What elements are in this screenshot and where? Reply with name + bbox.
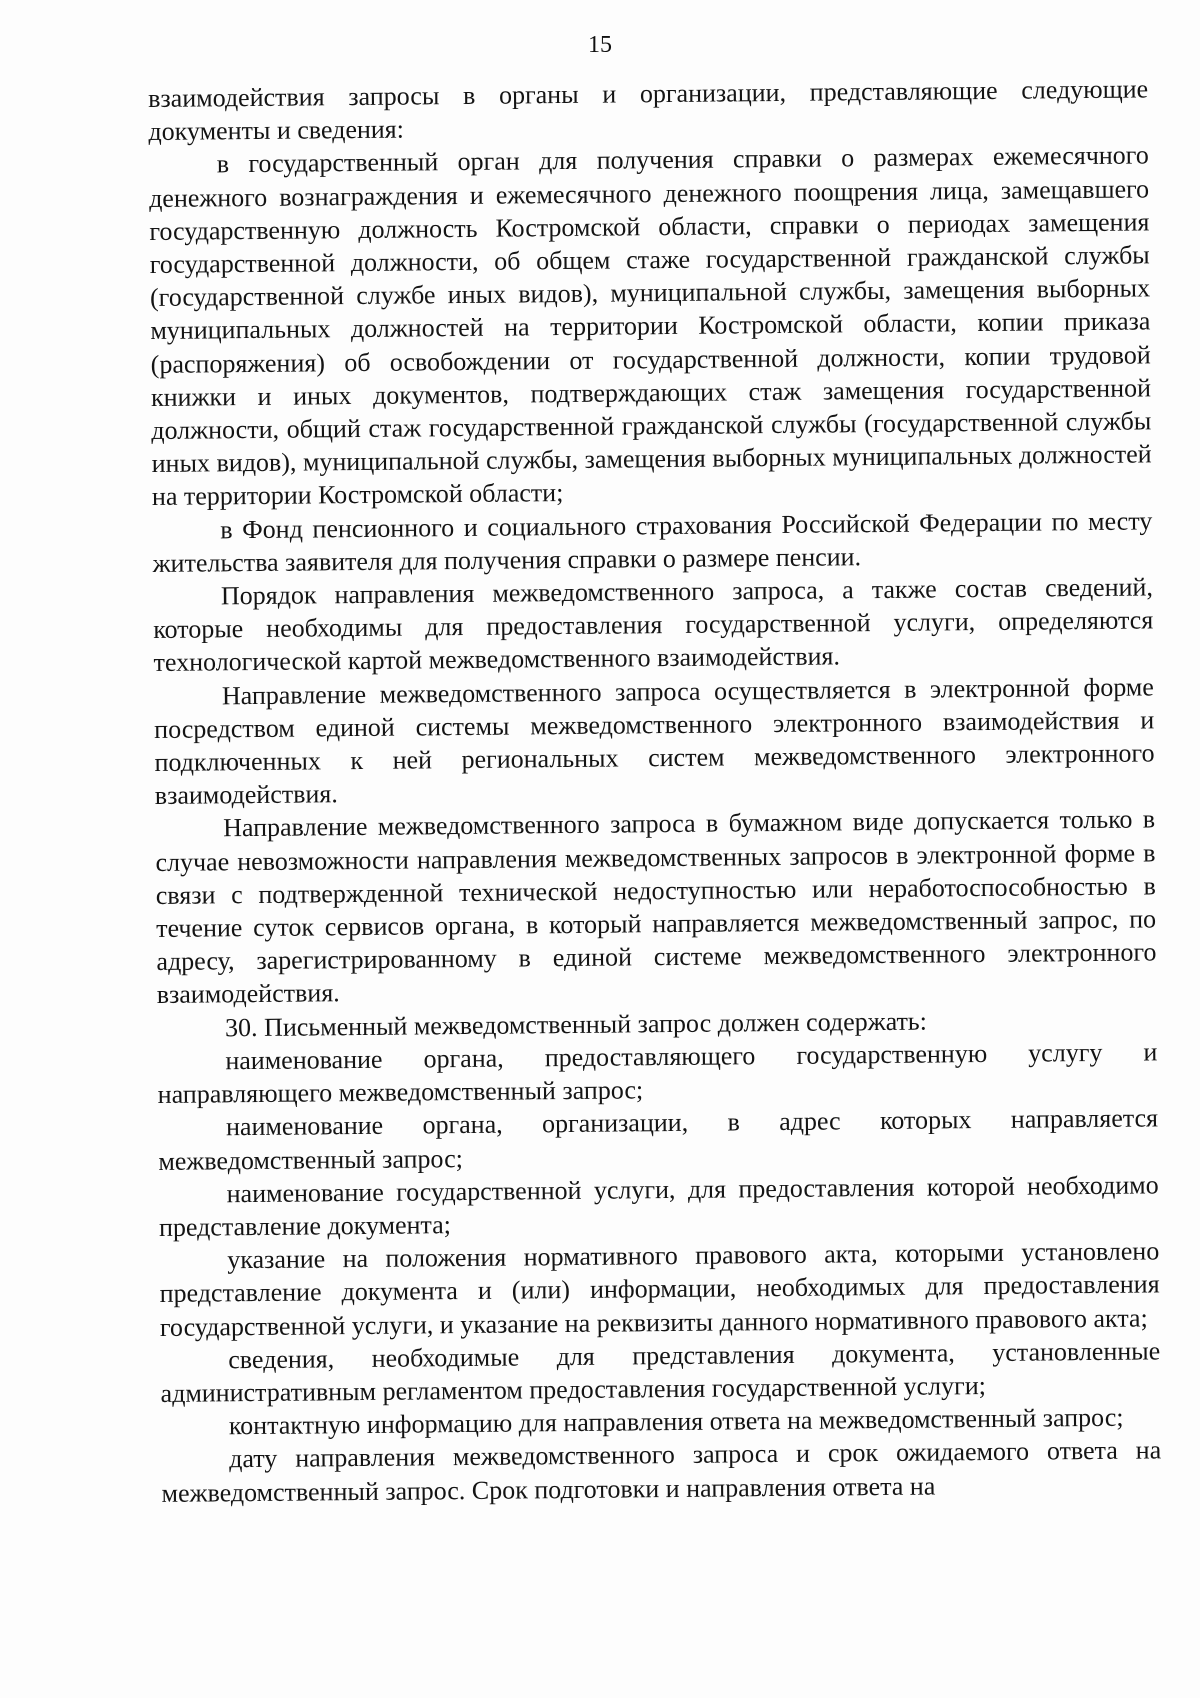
paragraph-electronic-form: Направление межведомственного запроса осуществляется в электронной форме посредством единой системы межведомственного электронного взаимодействия и подключенных к ней региональных систем межведомственного электронного взаимодействия. [154, 672, 1155, 811]
paragraph-state-body-request: в государственный орган для получения справки о размерах ежемесячного денежного вознаграждения и ежемесячного денежного поощрения лица, замещавшего государственную должность Костромской области, справки о периодах замещения государственной должности, об общем стаже государственной гражданской службы (государственной службе иных видов), муниципальной службы, замещения выборных муниципальных должностей на территории Костромской области, копии приказа (распоряжения) об освобождении от государственной должности, копии трудовой книжки и иных документов, подтверждающих стаж замещения государственной должности, общий стаж государственной гражданской службы (государственной службы иных видов), муниципальной службы, замещения выборных муниципальных должностей на территории Костромской области; [148, 140, 1152, 512]
list-item-required-info: сведения, необходимые для представления документа, установленные административным регламентом предоставления государственной услуги; [160, 1336, 1161, 1408]
list-item-recipient-name: наименование органа, организации, в адрес которых направляется межведомственный запрос; [158, 1103, 1159, 1176]
paragraph-paper-form: Направление межведомственного запроса в бумажном виде допускается только в случае невозможности направления межведомственных запросов в электронной форме в связи с подтвержденной технической недоступностью или неработоспособностью в течение суток сервисов органа, в который направляется межведомственный запрос, по адресу, зарегистрированному в единой системе межведомственного электронного взаимодействия. [155, 804, 1157, 1010]
paragraph-pension-fund-request: в Фонд пенсионного и социального страхования Российской Федерации по месту жительства заявителя для получения справки о размере пенсии. [152, 506, 1153, 578]
list-item-dates: дату направления межведомственного запроса и срок ожидаемого ответа на межведомственный запрос. Срок подготовки и направления ответа на [161, 1435, 1162, 1508]
paragraph-clause-30: 30. Письменный межведомственный запрос должен содержать: [224, 1006, 928, 1042]
page-number: 15 [588, 32, 612, 58]
list-item-provider-name: наименование органа, предоставляющего государственную услугу и направляющего межведомственный запрос; [157, 1037, 1158, 1110]
document-body [148, 72, 1162, 1509]
list-item-contact-info: контактную информацию для направления ответа на межведомственный запрос; [228, 1402, 1124, 1441]
list-item-service-name: наименование государственной услуги, для предоставления которой необходимо представление документа; [158, 1170, 1159, 1242]
paragraph-continuation: взаимодействия запросы в органы и организации, представляющие следующие документы и сведения: [148, 74, 1149, 147]
paragraph-request-procedure: Порядок направления межведомственного запроса, а также состав сведений, которые необходимы для предоставления государственной услуги, определяются технологической картой межведомственного взаимодействия. [153, 572, 1154, 678]
list-item-legal-act: указание на положения нормативного правового акта, которыми установлено представление документа и (или) информации, необходимых для предоставления государственной услуги, и указание на реквизиты данного нормативного правового акта; [159, 1236, 1160, 1342]
